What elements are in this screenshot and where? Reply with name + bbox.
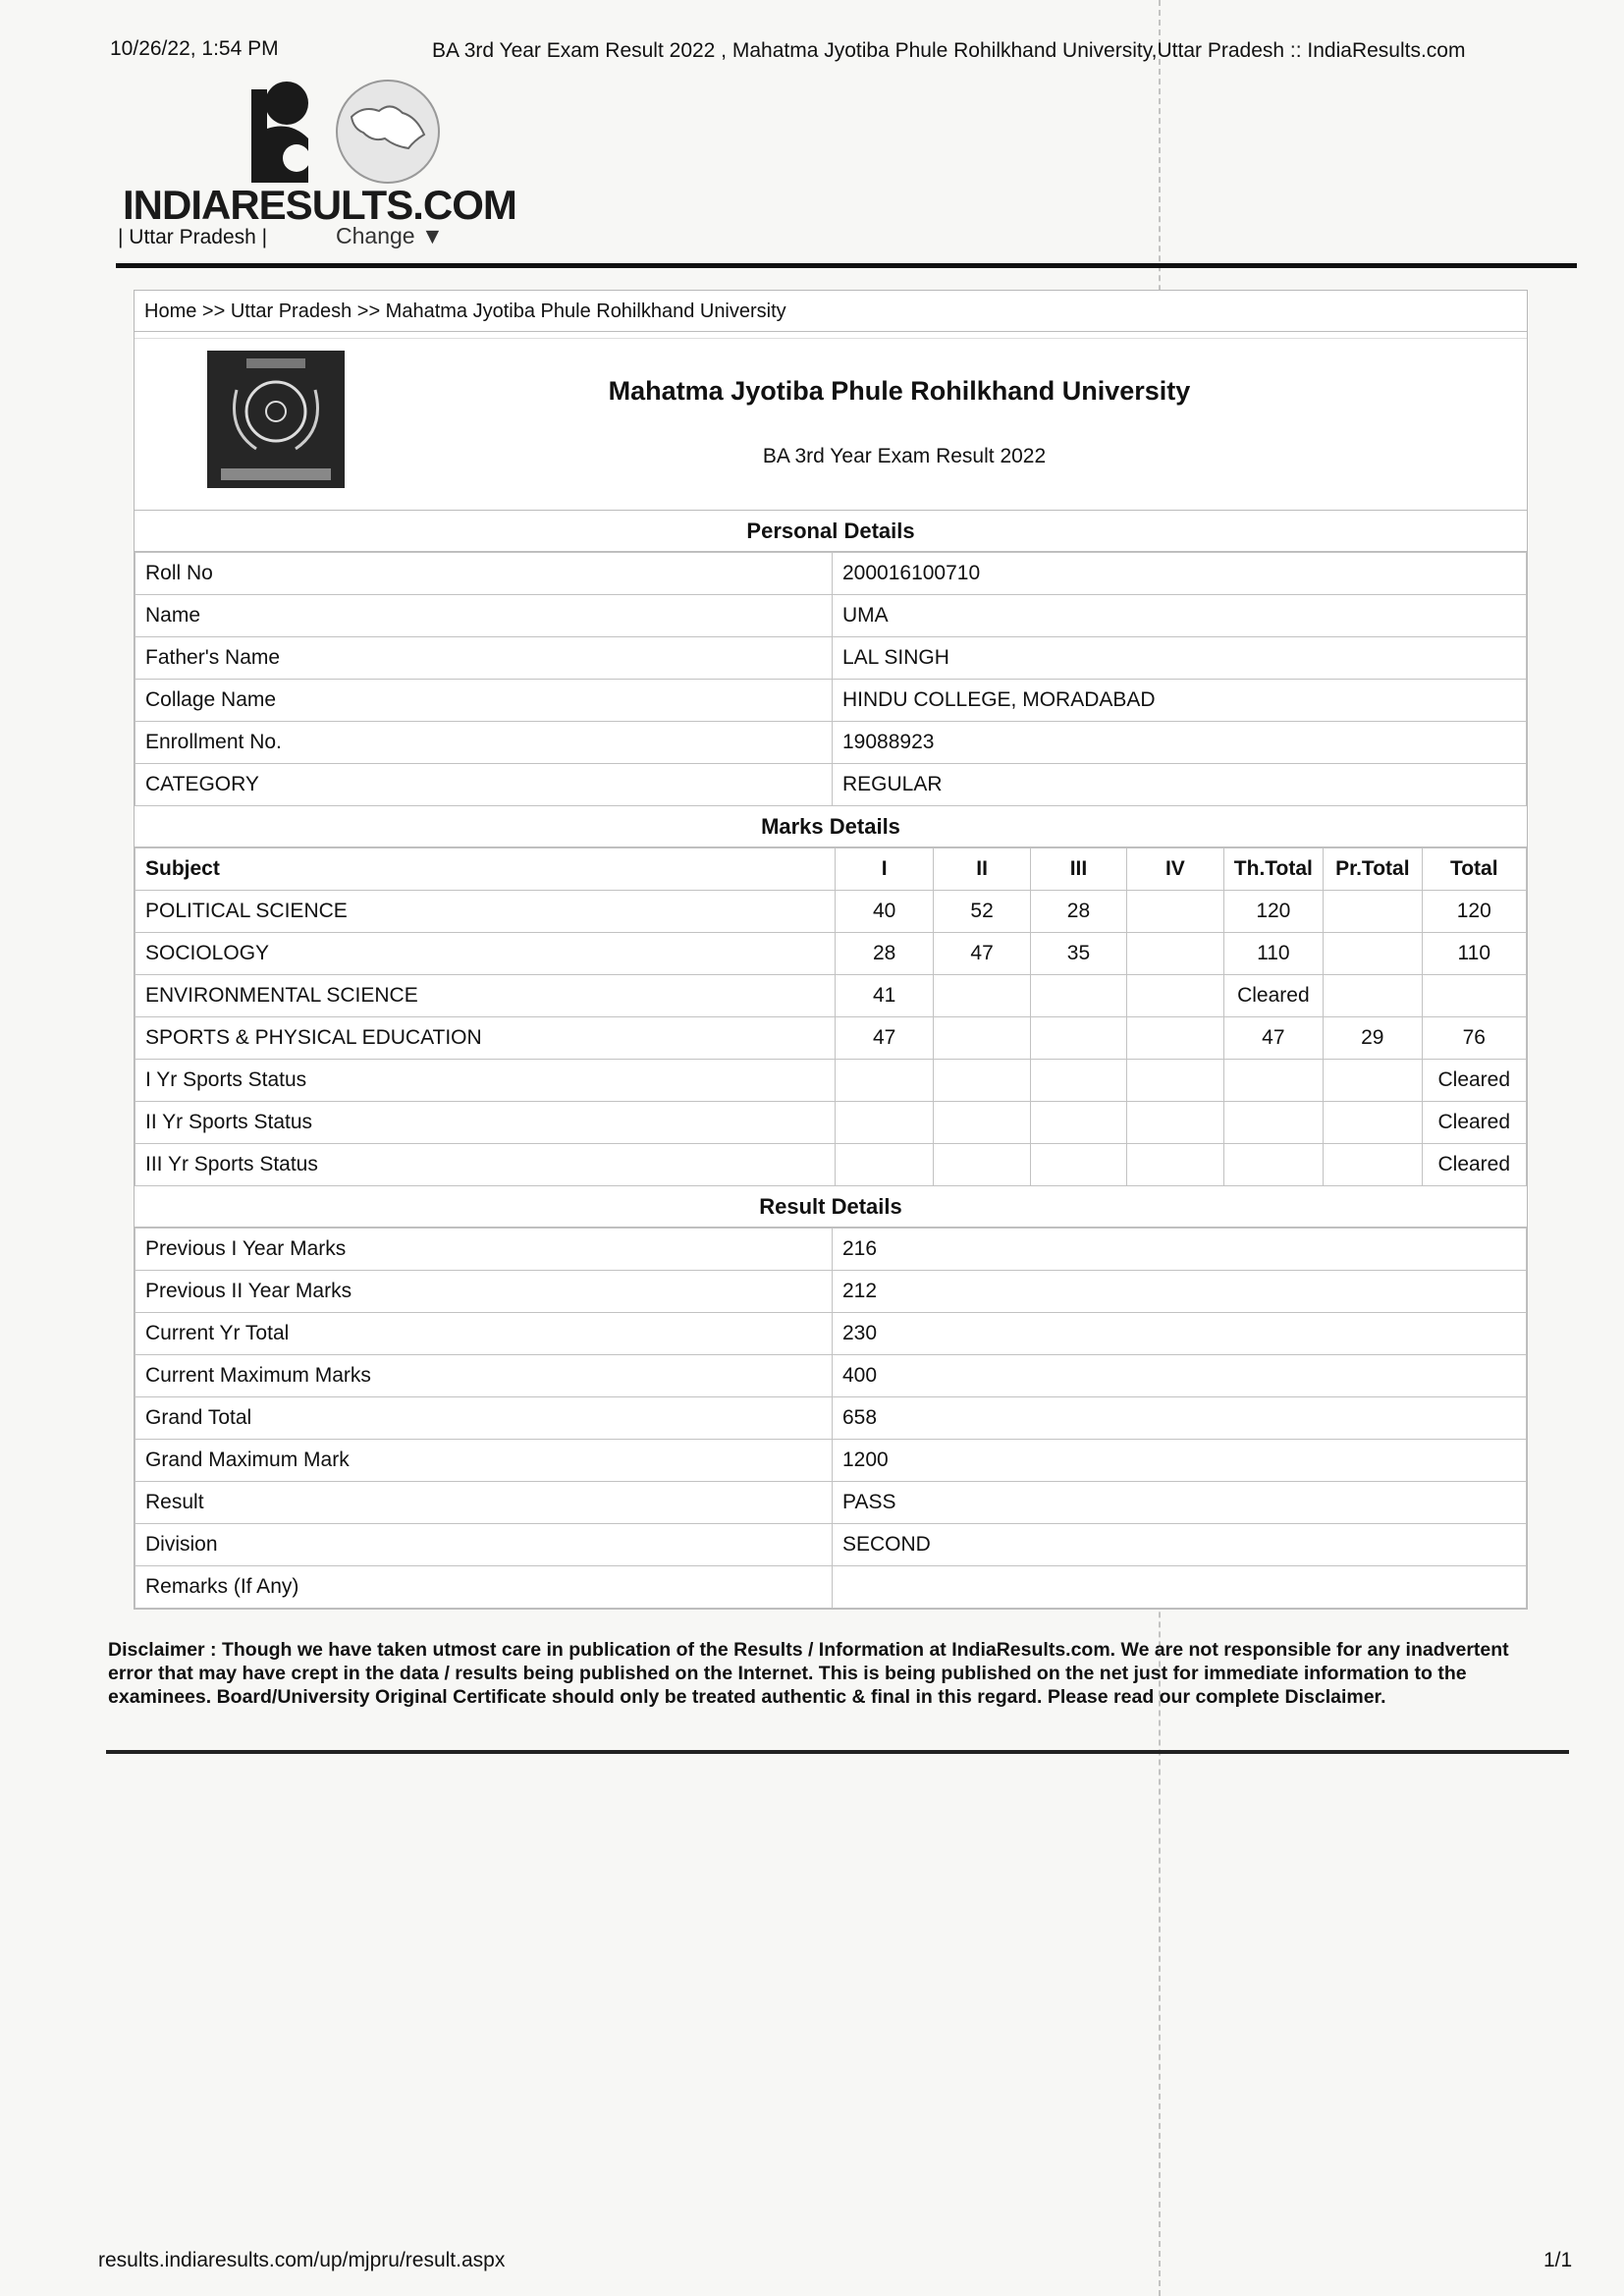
field-label: CATEGORY	[135, 764, 833, 806]
marks-row	[135, 1102, 1527, 1144]
marks-cell	[1127, 891, 1223, 933]
subject-name: SOCIOLOGY	[135, 933, 836, 975]
field-value: 230	[833, 1313, 1527, 1355]
field-label: Current Maximum Marks	[135, 1355, 833, 1397]
field-label: Name	[135, 595, 833, 637]
change-state-link[interactable]: Change ▼	[336, 223, 444, 248]
table-row	[135, 764, 1527, 806]
subject-name: III Yr Sports Status	[135, 1144, 836, 1186]
subject-name: I Yr Sports Status	[135, 1060, 836, 1102]
marks-cell: 110	[1422, 933, 1526, 975]
marks-cell: Cleared	[1422, 1102, 1526, 1144]
uttar-pradesh-map-icon	[334, 78, 442, 186]
field-value: PASS	[833, 1482, 1527, 1524]
subject-name: II Yr Sports Status	[135, 1102, 836, 1144]
table-row	[135, 1355, 1527, 1397]
marks-row	[135, 1144, 1527, 1186]
field-label: Grand Total	[135, 1397, 833, 1440]
breadcrumb[interactable]	[135, 291, 1527, 332]
marks-cell: 47	[835, 1017, 933, 1060]
person-silhouette-icon	[244, 80, 318, 188]
field-label: Roll No	[135, 553, 833, 595]
table-row	[135, 680, 1527, 722]
marks-cell	[1127, 1017, 1223, 1060]
col-theory-total: Th.Total	[1223, 848, 1324, 891]
marks-cell	[835, 1060, 933, 1102]
university-name: Mahatma Jyotiba Phule Rohilkhand University	[608, 376, 1191, 406]
col-practical-total: Pr.Total	[1324, 848, 1422, 891]
personal-details-table	[135, 552, 1527, 806]
marks-cell: 47	[934, 933, 1030, 975]
marks-cell: 40	[835, 891, 933, 933]
field-label: Collage Name	[135, 680, 833, 722]
marks-cell	[1223, 1144, 1324, 1186]
marks-cell	[835, 1144, 933, 1186]
result-container	[134, 290, 1528, 1610]
marks-details-heading: Marks Details	[135, 806, 1527, 847]
marks-cell: Cleared	[1223, 975, 1324, 1017]
marks-cell: Cleared	[1422, 1144, 1526, 1186]
marks-row	[135, 1060, 1527, 1102]
marks-cell	[1422, 975, 1526, 1017]
site-logo[interactable]	[118, 74, 516, 260]
personal-details-heading: Personal Details	[135, 511, 1527, 552]
marks-cell	[1324, 1060, 1422, 1102]
field-value: REGULAR	[833, 764, 1527, 806]
table-row	[135, 637, 1527, 680]
field-value: 216	[833, 1229, 1527, 1271]
state-label: | Uttar Pradesh |	[118, 226, 268, 248]
col-total: Total	[1422, 848, 1526, 891]
marks-cell: 28	[835, 933, 933, 975]
marks-cell	[1324, 975, 1422, 1017]
col-subject: Subject	[135, 848, 836, 891]
field-label: Previous II Year Marks	[135, 1271, 833, 1313]
marks-cell: 52	[934, 891, 1030, 933]
subject-name: ENVIRONMENTAL SCIENCE	[135, 975, 836, 1017]
field-value	[833, 1566, 1527, 1609]
marks-cell: 120	[1223, 891, 1324, 933]
subject-name: SPORTS & PHYSICAL EDUCATION	[135, 1017, 836, 1060]
table-row	[135, 1524, 1527, 1566]
marks-cell	[934, 1102, 1030, 1144]
field-label: Division	[135, 1524, 833, 1566]
field-value: UMA	[833, 595, 1527, 637]
marks-cell	[1030, 975, 1126, 1017]
marks-cell: 110	[1223, 933, 1324, 975]
exam-title: BA 3rd Year Exam Result 2022	[762, 445, 1047, 467]
marks-cell	[1030, 1060, 1126, 1102]
table-row	[135, 595, 1527, 637]
col-paper-1: I	[835, 848, 933, 891]
marks-cell	[1030, 1102, 1126, 1144]
field-value: SECOND	[833, 1524, 1527, 1566]
marks-cell	[1030, 1144, 1126, 1186]
marks-cell	[934, 1017, 1030, 1060]
field-value: 212	[833, 1271, 1527, 1313]
field-label: Grand Maximum Mark	[135, 1440, 833, 1482]
marks-cell	[934, 975, 1030, 1017]
marks-row	[135, 933, 1527, 975]
footer-divider	[106, 1750, 1569, 1754]
marks-cell	[1324, 1144, 1422, 1186]
marks-cell	[1324, 891, 1422, 933]
table-row	[135, 553, 1527, 595]
field-label: Enrollment No.	[135, 722, 833, 764]
marks-cell: 28	[1030, 891, 1126, 933]
marks-cell	[1324, 933, 1422, 975]
print-datetime: 10/26/22, 1:54 PM	[110, 37, 279, 60]
marks-cell	[835, 1102, 933, 1144]
marks-cell: 41	[835, 975, 933, 1017]
col-paper-3: III	[1030, 848, 1126, 891]
marks-row	[135, 975, 1527, 1017]
field-label: Previous I Year Marks	[135, 1229, 833, 1271]
marks-details-table	[135, 847, 1527, 1186]
marks-cell	[1223, 1102, 1324, 1144]
table-row	[135, 1313, 1527, 1355]
marks-cell	[1324, 1102, 1422, 1144]
print-footer-url: results.indiaresults.com/up/mjpru/result.aspx	[98, 2249, 506, 2271]
marks-cell	[1127, 1102, 1223, 1144]
header-divider	[116, 263, 1577, 268]
field-value: LAL SINGH	[833, 637, 1527, 680]
marks-cell: 47	[1223, 1017, 1324, 1060]
field-label: Remarks (If Any)	[135, 1566, 833, 1609]
field-label: Father's Name	[135, 637, 833, 680]
marks-cell: 29	[1324, 1017, 1422, 1060]
marks-header-row	[135, 848, 1527, 891]
field-value: 658	[833, 1397, 1527, 1440]
print-page-number: 1/1	[1543, 2249, 1573, 2271]
col-paper-4: IV	[1127, 848, 1223, 891]
marks-cell	[934, 1060, 1030, 1102]
breadcrumb-text[interactable]: Home >> Uttar Pradesh >> Mahatma Jyotiba Phule Rohilkhand University	[144, 301, 786, 322]
table-row	[135, 1440, 1527, 1482]
field-value: HINDU COLLEGE, MORADABAD	[833, 680, 1527, 722]
marks-cell: 120	[1422, 891, 1526, 933]
table-row	[135, 1397, 1527, 1440]
brand-name: INDIARESULTS.COM	[123, 182, 516, 228]
field-label: Current Yr Total	[135, 1313, 833, 1355]
field-value: 19088923	[833, 722, 1527, 764]
marks-cell	[1223, 1060, 1324, 1102]
field-label: Result	[135, 1482, 833, 1524]
col-paper-2: II	[934, 848, 1030, 891]
marks-row	[135, 891, 1527, 933]
marks-cell: 76	[1422, 1017, 1526, 1060]
result-details-heading: Result Details	[135, 1186, 1527, 1228]
field-value: 1200	[833, 1440, 1527, 1482]
print-page-title: BA 3rd Year Exam Result 2022 , Mahatma Jyotiba Phule Rohilkhand University,Uttar Pradesh :: IndiaResults.com	[432, 39, 1466, 62]
table-row	[135, 1229, 1527, 1271]
marks-cell	[1030, 1017, 1126, 1060]
table-row	[135, 1271, 1527, 1313]
marks-cell	[1127, 1060, 1223, 1102]
disclaimer-text: Disclaimer : Though we have taken utmost care in publication of the Results / Information at IndiaResults.com. We are not responsible for any inadvertent error that may have crept in the data / results being published on the Internet. This is being published on the net just for immediate information to the examinees. Board/University Original Certificate should only be treated authentic & final in this regard. Please read our complete Disclaimer.	[108, 1639, 1509, 1708]
marks-cell: Cleared	[1422, 1060, 1526, 1102]
result-details-table	[135, 1228, 1527, 1609]
marks-cell: 35	[1030, 933, 1126, 975]
table-row	[135, 1566, 1527, 1609]
marks-cell	[1127, 975, 1223, 1017]
field-value: 200016100710	[833, 553, 1527, 595]
field-value: 400	[833, 1355, 1527, 1397]
table-row	[135, 1482, 1527, 1524]
marks-cell	[934, 1144, 1030, 1186]
marks-cell	[1127, 1144, 1223, 1186]
subject-name: POLITICAL SCIENCE	[135, 891, 836, 933]
marks-cell	[1127, 933, 1223, 975]
marks-row	[135, 1017, 1527, 1060]
university-header	[135, 338, 1527, 511]
table-row	[135, 722, 1527, 764]
